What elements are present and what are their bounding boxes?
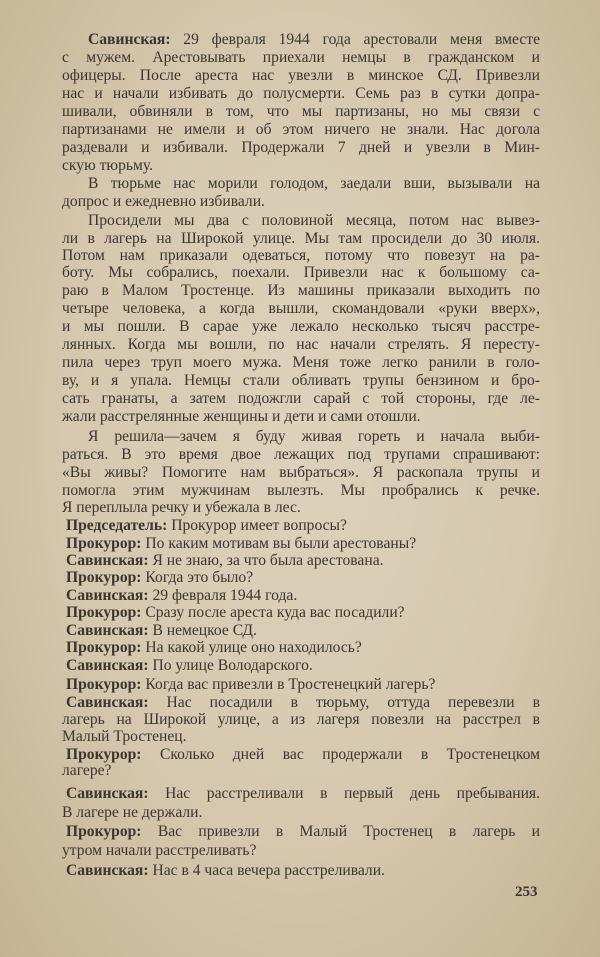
- text-line: [62, 464, 540, 482]
- line-text: Прокурор имеет вопросы?: [167, 517, 347, 534]
- text-line: [62, 499, 540, 517]
- line-text: лагере?: [62, 762, 112, 779]
- speaker-name: Прокурор:: [66, 604, 142, 621]
- line-text: раться. В это время двое лежащих под трупами спрашивают:: [62, 446, 540, 463]
- line-text: раю в Малом Тростенце. Из машины приказали выходить по: [62, 282, 540, 299]
- speaker-name: Савинская:: [66, 552, 149, 569]
- dialogue-line: [66, 657, 540, 675]
- text-line: [62, 103, 540, 121]
- text-line: [62, 49, 540, 67]
- speaker-name: Прокурор:: [66, 823, 142, 840]
- line-text: По каким мотивам вы были арестованы?: [141, 535, 417, 552]
- speaker-name: Прокурор:: [66, 569, 142, 586]
- line-text: По улице Володарского.: [148, 657, 313, 674]
- text-line: [62, 446, 540, 464]
- line-text: шивали, обвиняли в том, что мы партизаны, но мы связи с: [62, 103, 540, 120]
- text-line: [62, 482, 540, 500]
- line-text: жали расстрелянные женщины и дети и сами отошли.: [62, 408, 421, 425]
- line-text: с мужем. Арестовывать приехали немцы в гражданском и: [62, 49, 540, 66]
- speaker-name: Председатель:: [66, 517, 168, 534]
- line-text: пила через труп моего мужа. Меня тоже легко ранили в голо-: [62, 354, 540, 371]
- dialogue-line: [88, 31, 540, 49]
- line-text: ли в лагерь на Широкой улице. Мы там просидели до 30 июля.: [62, 230, 540, 247]
- line-text: 29 февраля 1944 года.: [148, 587, 298, 604]
- dialogue-line: [66, 569, 540, 587]
- text-line: [62, 67, 540, 85]
- line-text: ву, и я упала. Немцы стали обливать трупы бензином и бро-: [62, 372, 540, 389]
- line-text: Малый Тростенец.: [62, 728, 187, 745]
- text-line: [62, 318, 540, 336]
- line-text: Нас расстреливали в первый день пребывания.: [148, 785, 540, 802]
- text-line: [62, 121, 540, 139]
- dialogue-line: [66, 622, 540, 640]
- speaker-name: Савинская:: [66, 785, 149, 802]
- line-text: лянных. Когда мы вошли, по нас начали стрелять. Я пересту-: [62, 336, 540, 353]
- dialogue-line: [66, 587, 540, 605]
- line-text: Когда вас привезли в Тростенецкий лагерь?: [141, 676, 436, 693]
- text-line: [62, 762, 540, 780]
- line-text: 29 февраля 1944 года арестовали меня вместе: [170, 31, 540, 48]
- line-text: офицеры. После ареста нас увезли в минское СД. Привезли: [62, 67, 540, 84]
- line-text: утром начали расстреливать?: [62, 842, 257, 859]
- line-text: Когда это было?: [141, 569, 254, 586]
- dialogue-line: [66, 676, 540, 694]
- dialogue-line: [66, 604, 540, 622]
- line-text: Сразу после ареста куда вас посадили?: [141, 604, 405, 621]
- line-text: Нас в 4 часа вечера расстреливали.: [148, 862, 385, 879]
- text-line: [62, 804, 540, 822]
- text-line: [62, 282, 540, 300]
- speaker-name: Савинская:: [88, 31, 171, 48]
- line-text: В лагере не держали.: [62, 804, 203, 821]
- line-text: «Вы живы? Помогите нам выбраться». Я раскопала трупы и: [62, 464, 540, 481]
- speaker-name: Савинская:: [66, 622, 149, 639]
- text-line: [62, 230, 540, 248]
- line-text: Просидели мы два с половиной месяца, потом нас вывез-: [88, 212, 540, 229]
- line-text: нас и начали избивать до полусмерти. Семь раз в сутки допра-: [62, 85, 540, 102]
- line-text: Я не знаю, за что была арестована.: [148, 552, 384, 569]
- line-text: допрос и ежедневно избивали.: [62, 193, 265, 210]
- text-line: [62, 157, 540, 175]
- line-text: партизанами не имели и об этом ничего не знали. Нас догола: [62, 121, 540, 138]
- text-line: [88, 212, 540, 230]
- line-text: В немецкое СД.: [148, 622, 257, 639]
- line-text: боту. Мы собрались, поехали. Привезли нас к большому са-: [62, 264, 540, 281]
- line-text: четыре человека, а когда вышли, скомандовали «руки вверх»,: [62, 300, 540, 317]
- text-line: [62, 372, 540, 390]
- dialogue-line: [66, 535, 540, 553]
- line-text: Вас привезли в Малый Тростенец в лагерь и: [141, 823, 540, 840]
- line-text: раздевали и избивали. Продержали 7 дней и увезли в Мин-: [62, 139, 540, 156]
- speaker-name: Савинская:: [66, 657, 149, 674]
- text-line: [62, 247, 540, 265]
- text-line: [88, 175, 540, 193]
- speaker-name: Прокурор:: [66, 639, 142, 656]
- line-text: Сколько дней вас продержали в Тростенецком: [141, 746, 540, 763]
- speaker-name: Савинская:: [66, 587, 149, 604]
- dialogue-line: [66, 862, 540, 880]
- text-line: [62, 193, 540, 211]
- dialogue-line: [66, 785, 540, 803]
- line-text: и мы пошли. В сарае уже лежало несколько тысяч расстре-: [62, 318, 540, 335]
- line-text: помогла этим мужчинам вылезть. Мы пробрались к речке.: [62, 482, 540, 499]
- line-text: скую тюрьму.: [62, 157, 153, 174]
- text-line: [62, 390, 540, 408]
- text-line: [62, 336, 540, 354]
- speaker-name: Савинская:: [66, 862, 149, 879]
- text-line: [62, 408, 540, 426]
- text-line: [62, 711, 540, 729]
- speaker-name: Прокурор:: [66, 535, 142, 552]
- dialogue-line: [66, 552, 540, 570]
- text-line: [62, 300, 540, 318]
- dialogue-line: [66, 639, 540, 657]
- speaker-name: Савинская:: [66, 694, 149, 711]
- dialogue-line: [66, 694, 540, 712]
- speaker-name: Прокурор:: [66, 676, 142, 693]
- dialogue-line: [66, 517, 540, 535]
- text-line: [62, 264, 540, 282]
- line-text: Я решила—зачем я буду живая гореть и начала выби-: [88, 428, 540, 445]
- line-text: сать гранаты, а затем подожгли сарай с той стороны, где ле-: [62, 390, 540, 407]
- dialogue-line: [66, 823, 540, 841]
- line-text: Потом нам приказали одеваться, потому что повезут на ра-: [62, 247, 540, 264]
- line-text: Я переплыла речку и убежала в лес.: [62, 499, 301, 516]
- page-number: 253: [515, 884, 538, 900]
- line-text: В тюрьме нас морили голодом, заедали вши, вызывали на: [88, 175, 540, 192]
- speaker-name: Прокурор:: [66, 746, 142, 763]
- text-line: [62, 139, 540, 157]
- line-text: Нас посадили в тюрьму, оттуда перевезли в: [148, 694, 540, 711]
- text-line: [62, 842, 540, 860]
- text-line: [62, 85, 540, 103]
- line-text: На какой улице оно находилось?: [141, 639, 362, 656]
- text-line: [62, 728, 540, 746]
- text-line: [62, 354, 540, 372]
- line-text: лагерь на Широкой улице, а из лагеря повезли на расстрел в: [62, 711, 540, 728]
- text-line: [88, 428, 540, 446]
